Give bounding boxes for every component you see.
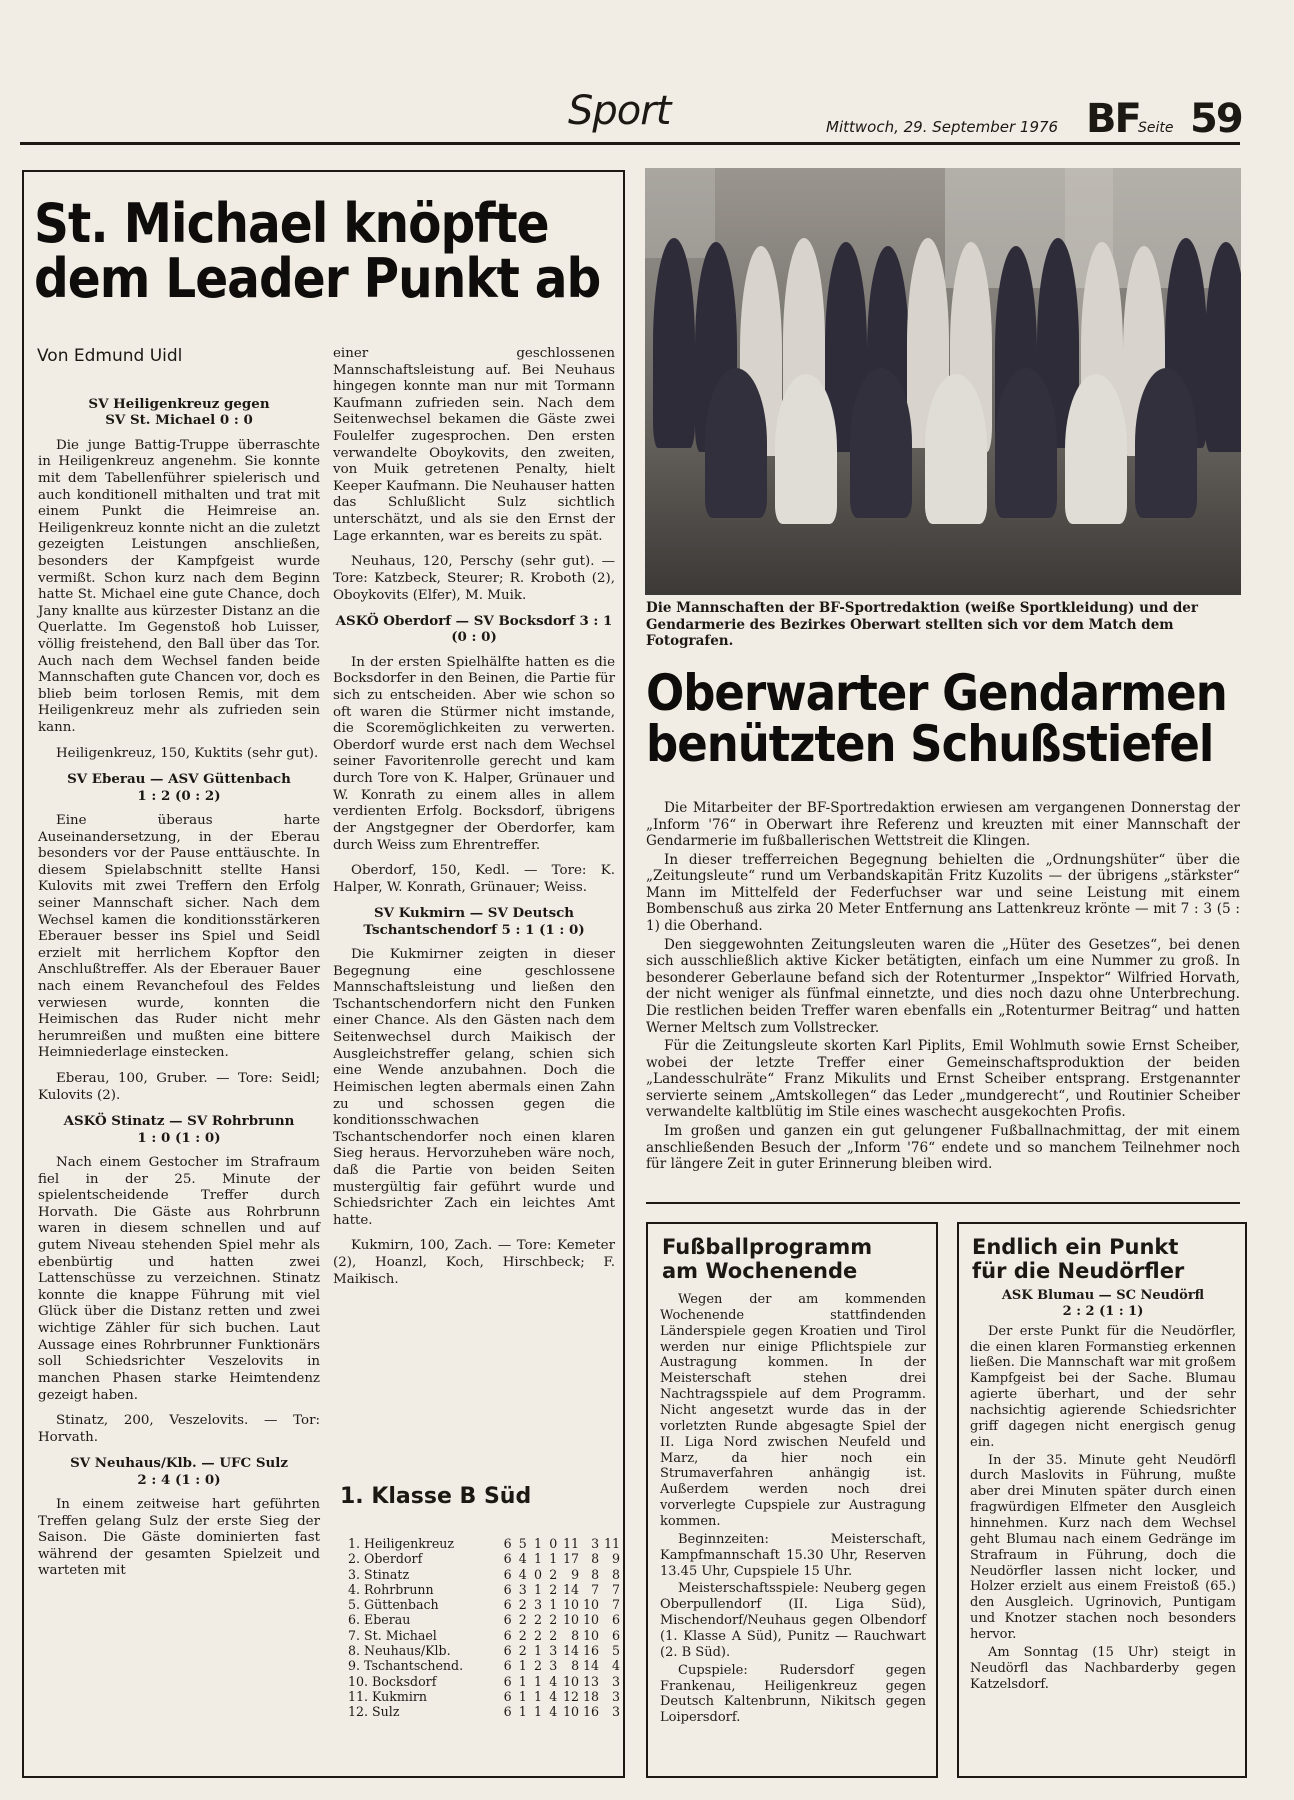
article-column-2: [333, 346, 615, 1297]
goals-cell: [557, 1658, 599, 1673]
goals-against: 10: [583, 1612, 600, 1628]
match-report: Die junge Battig-Truppe überraschte in Heiligenkreuz angenehm. Sie konnte mit dem Tabellenführer spielerisch und auch konditionell mithalten und trat mit einem Punkt die Heimreise an. Heiligenkreuz konnte nicht an die zuletzt gezeigten Leistungen anschließen, besonders der Kampfgeist wurde vermißt. Schon kurz nach dem Beginn hatte St. Michael eine gute Chance, doch Jany knallte aus kürzester Distanz an die Querlatte. Im Gegenstoß hob Luisser, völlig freistehend, den Ball über das Tor. Auch nach dem Wechsel fanden beide Mannschaften gute Chancen vor, doch es blieb beim torlosen Remis, mit dem Heiligenkreuz mehr als zufrieden sein kann.: [38, 437, 320, 736]
points-cell: 7: [611, 1581, 620, 1597]
stat-cell: 1: [518, 1658, 527, 1674]
team-name: Oberdorf: [364, 1551, 423, 1567]
rank-cell: 4.: [348, 1581, 361, 1597]
photo-caption: Die Mannschaften der BF-Sportredaktion (weiße Sportkleidung) und der Gendarmerie des Bezirkes Oberwart stellten sich vor dem Match dem Fotografen.: [646, 600, 1198, 650]
team-photo: [645, 168, 1241, 595]
article-paragraph: Der erste Punkt für die Neudörfler, die einen klaren Formanstieg erkennen ließen. Die Mannschaft war mit großem Kampfgeist bei der Sache. Blumau agierte überhart, und der sehr nachsichtig agierende Schiedsrichter griff dagegen nicht energisch genug ein.: [970, 1323, 1236, 1450]
table-row: [348, 1628, 620, 1643]
match-result: Eberau, 100, Gruber. — Tore: Seidl; Kulovits (2).: [38, 1071, 320, 1103]
table-row: [348, 1643, 620, 1658]
match-result: Stinatz, 200, Veszelovits. — Tor: Horvath.: [38, 1413, 320, 1445]
goals-for: 9: [571, 1566, 580, 1582]
rank-cell: 8.: [348, 1643, 361, 1659]
match-report: Nach einem Gestocher im Strafraum fiel in der 25. Minute der spielentscheidende Treffer durch Horvath. Die Gäste aus Rohrbrunn waren in diesem schnellen und auf gutem Niveau stehenden Spiel mehr als ebenbürtig und hatten zwei Lattenschüsse zu verzeichnen. Stinatz konnte die knappe Führung mit viel Glück über die Distanz retten und zwei wichtige Zähler für sich buchen. Laut Aussage eines Rohrbrunner Funktionärs soll Schiedsrichter Veszelovits in manchen Phasen starke Heimtendenz gezeigt haben.: [38, 1155, 320, 1403]
points-cell: 5: [611, 1643, 620, 1659]
article-column-1: [38, 390, 320, 1589]
goals-for: 17: [563, 1551, 580, 1567]
team-cell: [348, 1582, 496, 1597]
goals-cell: [557, 1704, 599, 1719]
table-row: [348, 1658, 620, 1673]
neudorf-box-title: Endlich ein Punkt für die Neudörfler: [972, 1235, 1185, 1283]
stat-cell: 2: [534, 1612, 543, 1628]
goals-cell: [557, 1689, 599, 1704]
team-cell: [348, 1567, 496, 1582]
team-cell: [348, 1628, 496, 1643]
neudorf-box-body: [970, 1288, 1236, 1694]
stat-cell: 2: [534, 1627, 543, 1643]
points-cell: 3: [611, 1673, 620, 1689]
goals-cell: [557, 1643, 599, 1658]
goals-for: 14: [563, 1581, 580, 1597]
standings-table: [348, 1536, 620, 1720]
stat-cell: 6: [503, 1658, 512, 1674]
team-name: Stinatz: [364, 1566, 410, 1582]
article-paragraph: In der 35. Minute geht Neudörfl durch Maslovits in Führung, mußte aber drei Minuten später durch einen fragwürdigen Elfmeter den Ausgleich hinnehmen. Kurz nach dem Wechsel geht Blumau nach einem Gedränge im Strafraum in Führung, doch die Neudörfler lassen nicht locker, und Holzer erzielt aus einem Freistoß (65.) den Ausgleich. Ugrinovich, Puntigam und Knotzer stachen noch besonders hervor.: [970, 1452, 1236, 1643]
points-cell: 4: [611, 1658, 620, 1674]
rank-cell: 1.: [348, 1536, 361, 1551]
brand-logo: BF: [1086, 96, 1140, 142]
article-paragraph: In dieser trefferreichen Begegnung behielten die „Ordnungshüter“ über die „Zeitungsleute“ rund um Verbandskapitän Fritz Kuzolits — der übrigens „stärkster“ Mann im Mittelfeld der Federfuchser war und seine Leistung mit einem Bombenschuß aus zirka 20 Meter Entfernung ans Lattenkreuz krönte — mit 7 : 3 (5 : 1) die Oberhand.: [646, 851, 1240, 935]
points-cell: 6: [611, 1627, 620, 1643]
main-headline-line-1: St. Michael knöpfte: [34, 192, 549, 255]
goals-against: 10: [583, 1627, 600, 1643]
stat-cell: 6: [503, 1536, 512, 1551]
page-number: 59: [1190, 96, 1242, 142]
goals-for: 8: [571, 1627, 580, 1643]
goals-cell: [557, 1582, 599, 1597]
stat-cell: 4: [549, 1688, 558, 1704]
stat-cell: 1: [534, 1536, 543, 1551]
stat-cell: 6: [503, 1673, 512, 1689]
match-heading: SV Heiligenkreuz gegen SV St. Michael 0 : 0: [88, 396, 270, 429]
article-paragraph: Im großen und ganzen ein gut gelungener Fußballnachmittag, der mit einem anschließenden Besuch der „Inform '76“ endete und so manchem Teilnehmer noch für längere Zeit in guter Erinnerung bleiben wird.: [646, 1122, 1240, 1173]
team-name: Kukmirn: [372, 1688, 428, 1704]
player-figure: [705, 368, 767, 518]
points-cell: 8: [611, 1566, 620, 1582]
team-cell: [348, 1658, 496, 1673]
goals-against: 13: [583, 1673, 600, 1689]
player-figure: [1205, 242, 1241, 452]
main-headline: [34, 192, 624, 311]
stat-cell: 1: [534, 1551, 543, 1567]
goals-cell: [557, 1612, 599, 1627]
stat-cell: 1: [534, 1688, 543, 1704]
team-cell: [348, 1612, 496, 1627]
table-title: 1. Klasse B Süd: [340, 1484, 532, 1509]
team-name: Bocksdorf: [372, 1673, 437, 1689]
goals-cell: [557, 1674, 599, 1689]
byline: Von Edmund Uidl: [37, 346, 183, 366]
table-row: [348, 1704, 620, 1719]
stat-cell: 6: [503, 1612, 512, 1628]
match-heading: ASKÖ Oberdorf — SV Bocksdorf 3 : 1 (0 : 0): [335, 613, 613, 646]
match-result: Heiligenkreuz, 150, Kuktits (sehr gut).: [56, 745, 319, 761]
table-row: [348, 1536, 620, 1551]
points-cell: 6: [611, 1612, 620, 1628]
goals-against: 8: [591, 1566, 600, 1582]
main-headline-line-2: dem Leader Punkt ab: [34, 247, 601, 311]
goals-against: 16: [583, 1704, 600, 1720]
stat-cell: 2: [534, 1658, 543, 1674]
team-cell: [348, 1643, 496, 1658]
table-row: [348, 1612, 620, 1627]
goals-cell: [557, 1567, 599, 1582]
player-figure: [925, 374, 987, 524]
second-article-body: [646, 800, 1240, 1175]
goals-for: 11: [563, 1536, 580, 1551]
stat-cell: 6: [503, 1704, 512, 1720]
header-rule: [20, 142, 1240, 145]
team-cell: [348, 1674, 496, 1689]
table-row: [348, 1567, 620, 1582]
stat-cell: 3: [518, 1581, 527, 1597]
stat-cell: 1: [518, 1673, 527, 1689]
program-box-title: Fußballprogramm am Wochenende: [662, 1235, 873, 1283]
article-paragraph: Cupspiele: Rudersdorf gegen Frankenau, Heiligenkreuz gegen Deutsch Kaltenbrunn, Nikitsch gegen Loipersdorf.: [660, 1662, 926, 1726]
rank-cell: 3.: [348, 1566, 361, 1582]
stat-cell: 2: [518, 1627, 527, 1643]
match-result: Kukmirn, 100, Zach. — Tore: Kemeter (2), Hoanzl, Koch, Hirschbeck; F. Maikisch.: [333, 1238, 615, 1287]
match-heading: ASKÖ Stinatz — SV Rohrbrunn 1 : 0 (1 : 0): [63, 1113, 295, 1146]
goals-for: 10: [563, 1597, 580, 1613]
rank-cell: 5.: [348, 1597, 361, 1613]
goals-cell: [557, 1536, 599, 1551]
table-row: [348, 1674, 620, 1689]
goals-against: 7: [591, 1581, 600, 1597]
program-box-body: [660, 1292, 926, 1728]
player-figure: [850, 368, 912, 518]
stat-cell: 6: [503, 1688, 512, 1704]
player-figure: [775, 374, 837, 524]
points-cell: 7: [611, 1597, 620, 1613]
stat-cell: 4: [549, 1673, 558, 1689]
article-paragraph: Für die Zeitungsleute skorten Karl Piplits, Emil Wohlmuth sowie Ernst Scheiber, wobei der letzte Treffer einer Gemeinschaftsproduktion der beiden „Landesschulräte“ Franz Mikulits und Ernst Scheiber entsprang. Erstgenannter servierte seinem „Amtskollegen“ das Leder „mundgerecht“, und Routinier Scheiber verwandelte kaltblütig im Stile eines waschecht ausgekochten Profis.: [646, 1038, 1240, 1121]
article-paragraph: Die Mitarbeiter der BF-Sportredaktion erwiesen am vergangenen Donnerstag der „Inform '76“ in Oberwart ihre Referenz und kreuzten mit einer Mannschaft der Gendarmerie im fußballerischen Wettstreit die Klingen.: [646, 800, 1240, 850]
page-label: Seite: [1138, 120, 1174, 136]
section-title: Sport: [568, 88, 671, 134]
rank-cell: 11.: [348, 1688, 369, 1704]
goals-for: 10: [563, 1673, 580, 1689]
goals-for: 10: [563, 1704, 580, 1720]
match-heading: SV Eberau — ASV Güttenbach 1 : 2 (0 : 2): [67, 771, 291, 804]
goals-cell: [557, 1551, 599, 1566]
goals-cell: [557, 1597, 599, 1612]
stat-cell: 6: [503, 1551, 512, 1567]
stat-cell: 6: [503, 1566, 512, 1582]
team-cell: [348, 1704, 496, 1719]
stat-cell: 3: [534, 1597, 543, 1613]
article-paragraph: Meisterschaftsspiele: Neuberg gegen Oberpullendorf (II. Liga Süd), Mischendorf/Neuhaus gegen Olbendorf (1. Klasse A Süd), Punitz — Rauchwart (2. B Süd).: [660, 1581, 926, 1660]
stat-cell: 6: [503, 1597, 512, 1613]
stat-cell: 1: [534, 1704, 543, 1720]
team-cell: [348, 1551, 496, 1566]
goals-cell: [557, 1628, 599, 1643]
stat-cell: 1: [518, 1704, 527, 1720]
article-paragraph: Beginnzeiten: Meisterschaft, Kampfmannschaft 15.30 Uhr, Reserven 13.45 Uhr, Cupspiele 15 Uhr.: [660, 1531, 926, 1579]
team-name: Neuhaus/Klb.: [364, 1643, 451, 1659]
match-heading: ASK Blumau — SC Neudörfl 2 : 2 (1 : 1): [1001, 1288, 1205, 1319]
rank-cell: 9.: [348, 1658, 361, 1674]
stat-cell: 0: [549, 1536, 558, 1551]
match-heading: SV Kukmirn — SV Deutsch Tschantschendorf 5 : 1 (1 : 0): [363, 905, 585, 938]
stat-cell: 2: [549, 1627, 558, 1643]
goals-against: 16: [583, 1643, 600, 1659]
stat-cell: 2: [549, 1581, 558, 1597]
goals-for: 8: [571, 1658, 580, 1674]
stat-cell: 6: [503, 1581, 512, 1597]
second-headline-line-1: Oberwarter Gendarmen: [646, 664, 1227, 722]
stat-cell: 1: [534, 1673, 543, 1689]
rank-cell: 6.: [348, 1612, 361, 1628]
match-report: einer geschlossenen Mannschaftsleistung auf. Bei Neuhaus hingegen konnte man nur mit Tormann Kaufmann zufrieden sein. Nach dem Seitenwechsel bekamen die Gäste zwei Foulelfer zugesprochen. Den ersten verwandelte Oboykovits, den zweiten, von Muik getretenen Penalty, hielt Keeper Kaufmann. Die Neuhauser hatten das Schlußlicht Sulz sichtlich unterschätzt, und als sie den Ernst der Lage erkannten, war es bereits zu spät.: [333, 346, 615, 544]
stat-cell: 3: [549, 1643, 558, 1659]
stat-cell: 6: [503, 1627, 512, 1643]
rank-cell: 10.: [348, 1673, 369, 1689]
goals-against: 18: [583, 1688, 600, 1704]
stat-cell: 2: [518, 1612, 527, 1628]
stat-cell: 3: [549, 1658, 558, 1674]
article-paragraph: Den sieggewohnten Zeitungsleuten waren die „Hüter des Gesetzes“, bei denen sich ausschließlich aktive Kicker betätigten, einfach um eine Nummer zu groß. In besonderer Geberlaune befand sich der Rotenturmer „Inspektor“ Wilfried Horvath, der nicht weniger als fünfmal einnetzte, und dies noch dazu ohne Unterbrechung. Die restlichen beiden Treffer waren ebenfalls ein „Rotenturmer Beitrag“ und hatten Werner Meltsch zum Vollstrecker.: [646, 936, 1240, 1036]
goals-for: 14: [563, 1643, 580, 1659]
stat-cell: 2: [549, 1612, 558, 1628]
rank-cell: 2.: [348, 1551, 361, 1567]
team-cell: [348, 1689, 496, 1704]
team-name: Sulz: [372, 1704, 400, 1720]
stat-cell: 1: [534, 1643, 543, 1659]
player-figure: [1065, 374, 1127, 524]
table-row: [348, 1689, 620, 1704]
stat-cell: 2: [549, 1566, 558, 1582]
table-row: [348, 1551, 620, 1566]
match-report: In der ersten Spielhälfte hatten es die Bocksdorfer in den Beinen, die Partie für sich zu entscheiden. Aber wie schon so oft waren die Stürmer nicht imstande, die Scoremöglichkeiten zu verwerten. Oberdorf wurde erst nach dem Wechsel seiner Favoritenrolle gerecht und kam durch Tore von K. Halper, Grünauer und W. Konrath zu einem alles in allem verdienten Erfolg. Bocksdorf, übrigens der Angstgegner der Oberdorfer, kam durch Weiss zum Ehrentreffer.: [333, 654, 615, 853]
article-paragraph: Am Sonntag (15 Uhr) steigt in Neudörfl das Nachbarderby gegen Katzelsdorf.: [970, 1644, 1236, 1692]
player-figure: [653, 238, 695, 448]
second-headline: [646, 664, 1240, 773]
stat-cell: 5: [518, 1536, 527, 1551]
team-cell: [348, 1597, 496, 1612]
goals-against: 8: [591, 1551, 600, 1567]
points-cell: 3: [611, 1704, 620, 1720]
table-row: [348, 1597, 620, 1612]
match-report: In einem zeitweise hart geführten Treffen gelang Sulz der erste Sieg der Saison. Die Gäste dominierten fast während der gesamten Spielzeit und warteten mit: [38, 1497, 320, 1579]
stat-cell: 1: [518, 1688, 527, 1704]
player-figure: [1135, 368, 1197, 518]
stat-cell: 0: [534, 1566, 543, 1582]
points-cell: 3: [611, 1688, 620, 1704]
team-name: Güttenbach: [364, 1597, 439, 1613]
stat-cell: 1: [534, 1581, 543, 1597]
match-report: Die Kukmirner zeigten in dieser Begegnung eine geschlossene Mannschaftsleistung und ließen den Tschantschendorfern nicht den Funken einer Chance. Als den Gästen nach dem Seitenwechsel durch Maikisch der Ausgleichstreffer gelang, schien sich eine Wende anzubahnen. Doch die Heimischen legten abermals einen Zahn zu und schossen gegen die konditionsschwachen Tschantschendorfer noch einen klaren Sieg heraus. Hervorzuheben wäre noch, daß die Partie von beiden Seiten mustergültig fair geführt wurde und Schiedsrichter Zach ein leichtes Amt hatte.: [333, 947, 615, 1228]
issue-date: Mittwoch, 29. September 1976: [826, 118, 1059, 136]
stat-cell: 4: [549, 1704, 558, 1720]
goals-for: 10: [563, 1612, 580, 1628]
match-result: Neuhaus, 120, Perschy (sehr gut). — Tore: Katzbeck, Steurer; R. Kroboth (2), Oboykovits (Elfer), M. Muik.: [333, 554, 615, 603]
team-cell: [348, 1536, 496, 1551]
stat-cell: 2: [518, 1643, 527, 1659]
stat-cell: 4: [518, 1551, 527, 1567]
section-divider: [646, 1202, 1240, 1204]
stat-cell: 1: [549, 1551, 558, 1567]
team-name: Eberau: [364, 1612, 411, 1628]
goals-against: 14: [583, 1658, 600, 1674]
table-row: [348, 1582, 620, 1597]
stat-cell: 2: [518, 1597, 527, 1613]
rank-cell: 12.: [348, 1704, 369, 1720]
player-figure: [995, 368, 1057, 518]
rank-cell: 7.: [348, 1627, 361, 1643]
team-name: St. Michael: [364, 1627, 437, 1643]
team-name: Tschantschend.: [364, 1658, 464, 1674]
match-result: Oberdorf, 150, Kedl. — Tore: K. Halper, W. Konrath, Grünauer; Weiss.: [333, 863, 615, 895]
stat-cell: 6: [503, 1643, 512, 1659]
goals-for: 12: [563, 1688, 580, 1704]
article-paragraph: Wegen der am kommenden Wochenende stattfindenden Länderspiele gegen Kroatien und Tirol werden nur einige Pflichtspiele zur Austragung kommen. In der Meisterschaft stehen drei Nachtragsspiele auf dem Programm. Nicht angesetzt wurde das in der vorletzten Runde abgesagte Spiel der II. Liga Nord zwischen Neufeld und Marz, da hier noch ein Strumaverfahren anhängig ist. Außerdem werden noch drei vorverlegte Cupspiele zur Austragung kommen.: [660, 1292, 926, 1530]
points-cell: 9: [611, 1551, 620, 1567]
goals-against: 10: [583, 1597, 600, 1613]
match-heading: SV Neuhaus/Klb. — UFC Sulz 2 : 4 (1 : 0): [70, 1455, 288, 1488]
match-report: Eine überaus harte Auseinandersetzung, in der Eberau besonders vor der Pause enttäuschte. In diesem Spielabschnitt stellte Hansi Kulovits mit zwei Treffern den Erfolg seiner Mannschaft sicher. Nach dem Wechsel kamen die konditionsstärkeren Eberauer besser ins Spiel und Seidl erzielt mit herrlichem Kopftor den Anschlußtreffer. Als der Eberauer Bauer nach einem Revanchefoul des Feldes verwiesen wurde, konnten die Heimischen das Ruder nicht mehr herumreißen und mußten eine bittere Heimniederlage einstecken.: [38, 812, 320, 1061]
stat-cell: 1: [549, 1597, 558, 1613]
goals-against: 3: [591, 1536, 600, 1551]
second-headline-line-2: benützten Schußstiefel: [646, 715, 1214, 773]
team-name: Heiligenkreuz: [364, 1536, 455, 1551]
stat-cell: 4: [518, 1566, 527, 1582]
points-cell: 11: [603, 1536, 620, 1551]
team-name: Rohrbrunn: [364, 1581, 434, 1597]
